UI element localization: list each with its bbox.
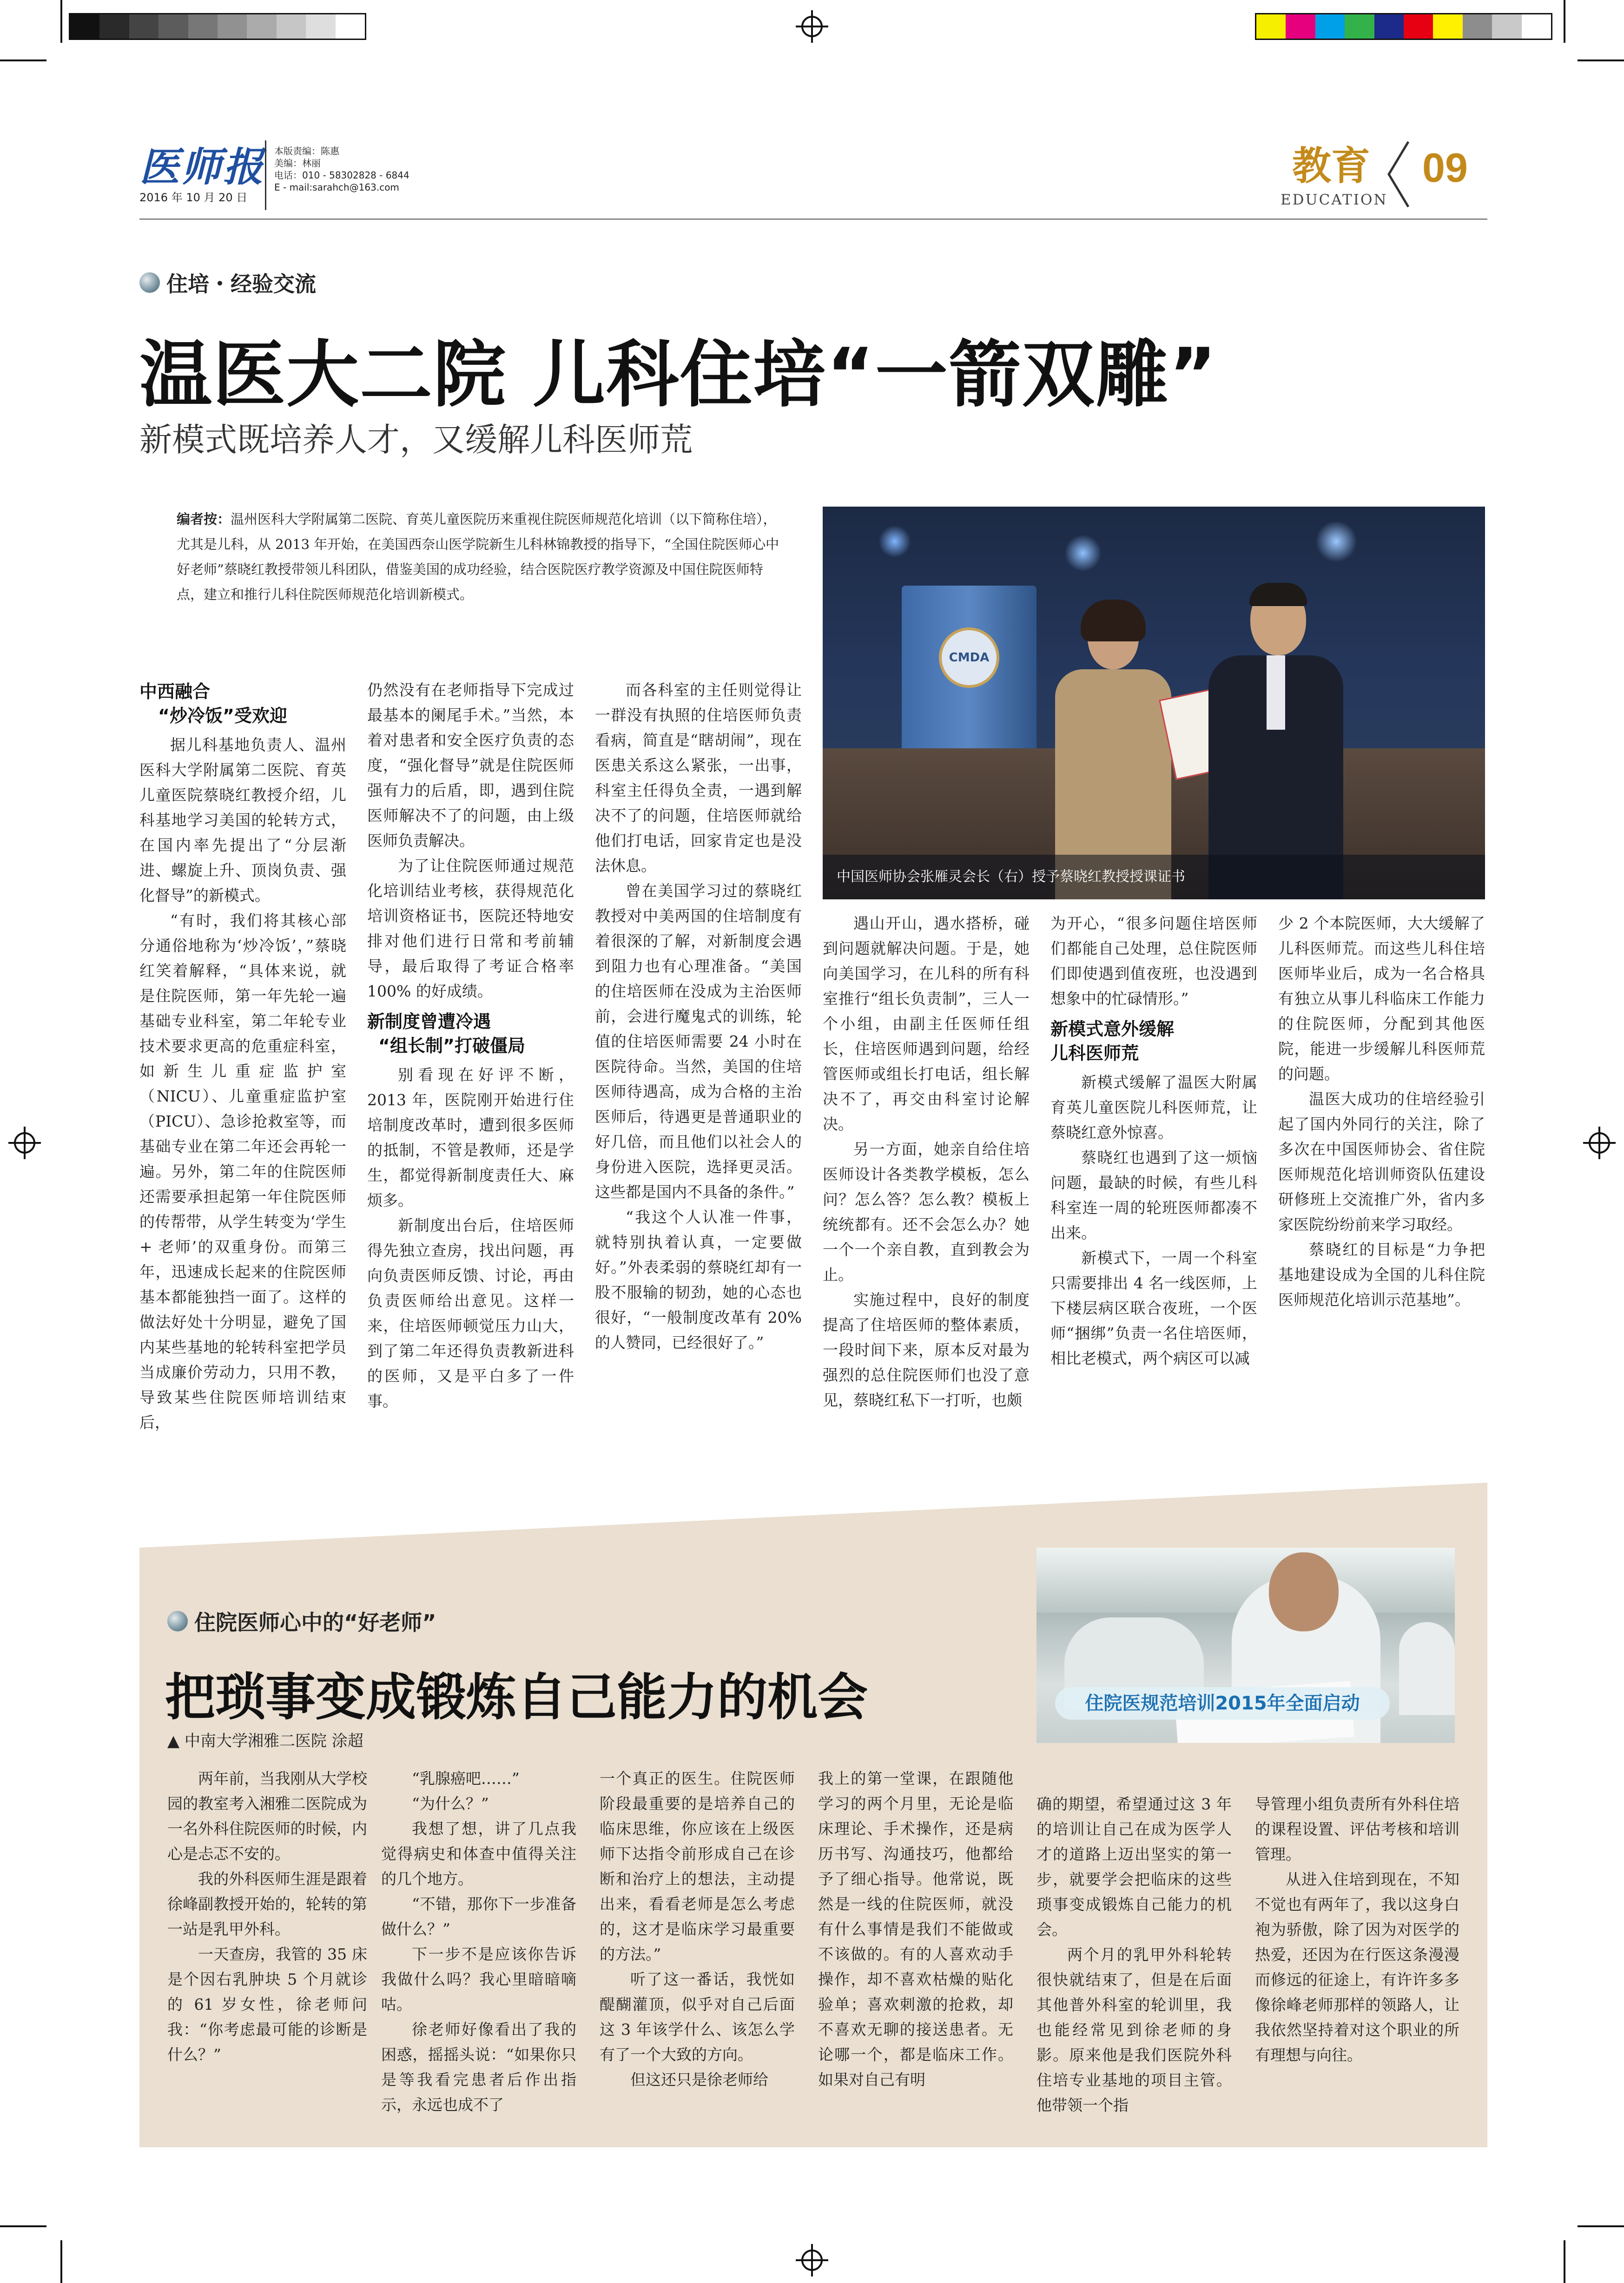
- paragraph: 我想了想，讲了几点我觉得病史和体查中值得关注的几个地方。: [381, 1820, 576, 1888]
- bullet-icon: [139, 272, 160, 293]
- paragraph: 据儿科基地负责人、温州医科大学附属第二医院、育英儿童医院蔡晓红教授介绍，儿科基地学习美国的轮转方式，在国内率先提出了“分层渐进、螺旋上升、顶岗负责、强化督导”的新模式。: [139, 736, 346, 904]
- paragraph: 温医大成功的住培经验引起了国内外同行的关注，除了多次在中国医师协会、省住院医师规范化培训师资队伍建设研修班上交流推广外，省内多家医院纷纷前来学习取经。: [1278, 1090, 1485, 1234]
- paragraph: 从进入住培到现在，不知不觉也有两年了，我以这身白袍为骄傲，除了因为对医学的热爱，还因为在行医这条漫漫而修远的征途上，有许许多多像徐峰老师那样的领路人，让我依然坚持着对这个职业的所有理想与向往。: [1255, 1870, 1459, 2064]
- newspaper-logo: 医师报: [139, 144, 265, 191]
- article1-headline: 温医大二院 儿科住培“一箭双雕”: [139, 332, 1218, 417]
- paragraph: 为了让住院医师通过规范化培训结业考核，获得规范化培训资格证书，医院还特地安排对他们进行日常和考前辅导，最后取得了考证合格率 100% 的好成绩。: [367, 857, 574, 1000]
- article1-kicker: [139, 267, 316, 298]
- paragraph: 另一方面，她亲自给住培医师设计各类教学模板，怎么问？怎么答？怎么教？模板上统统都有。还不会怎么办？她一个一个亲自教，直到教会为止。: [823, 1140, 1030, 1284]
- paragraph: 曾在美国学习过的蔡晓红教授对中美两国的住培制度有着很深的了解，对新制度会遇到阻力也有心理准备。“美国的住培医师在没成为主治医师前，会进行魔鬼式的训练，轮值的住培医师需要 24 小时在医院待命。当然，美国的住培医师待遇高，成为合格的主治医师后，待遇更是普通职业的好几倍，而且他们以社会人的身份进入医院，选择更灵活。这些都是国内不具备的条件。”: [595, 882, 802, 1201]
- subheading-line: “组长制”打破僵局: [378, 1036, 525, 1056]
- student-front-head: [1269, 1552, 1339, 1631]
- paragraph: “有时，我们将其核心部分通俗地称为‘炒冷饭’，”蔡晓红笑着解释，“具体来说，就是住院医师，第一年先轮一遍基础专业科室，第二年轮专业技术要求更高的危重症科室，如新生儿重症监护室（NICU）、儿童重症监护室（PICU）、急诊抢救室等，而基础专业在第二年还会再轮一遍。另外，第二年的住院医师还需要承担起第一年住院医师的传帮带，从学生转变为‘学生 + 老师’的双重身份。而第三年，迅速成长起来的住院医师基本都能独挡一面了。这样的做法好处十分明显，避免了国内某些基地的轮转科室把学员当成廉价劳动力，只用不教，导致某些住院医师培训结束后，: [139, 911, 346, 1432]
- gray-swatch: [247, 14, 276, 39]
- hair: [1081, 600, 1146, 641]
- color-swatch: [1286, 14, 1315, 39]
- paragraph: 少 2 个本院医师，大大缓解了儿科医师荒。而这些儿科住培医师毕业后，成为一名合格具有独立从事儿科临床工作能力的住院医师，分配到其他医院，能进一步缓解儿科医师荒的问题。: [1278, 914, 1485, 1083]
- paragraph: 两个月的乳甲外科轮转很快就结束了，但是在后面其他普外科室的轮训里，我也能经常见到徐老师的身影。原来他是我们医院外科住培专业基地的项目主管。他带领一个指: [1036, 1946, 1232, 2114]
- color-swatch: [1404, 14, 1433, 39]
- paragraph: “不错，那你下一步准备做什么？”: [381, 1895, 576, 1938]
- paragraph: “我这个人认准一件事，就特别执着认真，一定要做好。”外表柔弱的蔡晓红却有一股不服输的韧劲，她的心态也很好，“一般制度改革有 20% 的人赞同，已经很好了。”: [595, 1208, 802, 1352]
- paragraph: 蔡晓红的目标是“力争把基地建设成为全国的儿科住院医师规范化培训示范基地”。: [1278, 1240, 1485, 1309]
- stage-light: [1064, 534, 1102, 572]
- paragraph: 新制度出台后，住培医师得先独立查房，找出问题，再向负责医师反馈、讨论，再由负责医师给出意见。这样一来，住培医师顿觉压力山大，到了第二年还得负责教新进科的医师，又是平白多了一件事。: [367, 1216, 574, 1410]
- shirt: [1267, 655, 1285, 730]
- crop-mark: [1564, 0, 1565, 43]
- subheading-line: 新制度曾遭冷遇: [367, 1011, 491, 1032]
- editor-note: [177, 507, 781, 607]
- paragraph: 遇山开山，遇水搭桥，碰到问题就解决问题。于是，她向美国学习，在儿科的所有科室推行“组长负责制”，三人一个小组，由副主任医师任组长，住培医师遇到问题，给经管医师或组长打电话，组长解决不了，再交由科室讨论解决。: [823, 914, 1030, 1133]
- subheading-line: 中西融合: [139, 681, 211, 702]
- article1-kicker-text: 住培・经验交流: [166, 271, 316, 297]
- article1-column-2: [367, 678, 574, 1414]
- article2-byline: ▲ 中南大学湘雅二医院 涂超: [167, 1732, 363, 1750]
- podium-emblem: CMDA: [939, 627, 999, 688]
- section-chevron-icon: [1385, 139, 1413, 209]
- color-swatch: [1522, 14, 1551, 39]
- gray-swatch: [188, 14, 218, 39]
- paragraph: 但这还只是徐老师给: [630, 2071, 768, 2089]
- paragraph: 新模式下，一周一个科室只需要排出 4 名一线医师，上下楼层病区联合夜班，一个医师“捆绑”负责一名住培医师，相比老模式，两个病区可以减: [1050, 1249, 1257, 1367]
- article1-column-1: [139, 674, 346, 1435]
- color-bar: [1255, 13, 1552, 40]
- staff-credits: [274, 145, 409, 193]
- paragraph: 而各科室的主任则觉得让一群没有执照的住培医师负责看病，简直是“瞎胡闹”，现在医患关系这么紧张，一出事，科室主任得负全责，一遇到解决不了的问题，住培医师就给他们打电话，回家肯定也是没法休息。: [595, 681, 802, 875]
- article2-kicker: [167, 1606, 436, 1636]
- stage-light: [1315, 521, 1357, 562]
- section-title: 教育: [1292, 143, 1371, 189]
- color-swatch: [1433, 14, 1462, 39]
- article2-headline: 把琐事变成锻炼自己能力的机会: [165, 1669, 868, 1727]
- crop-mark: [1578, 2225, 1624, 2227]
- article2-column-2: [381, 1766, 576, 2118]
- subheading-line: 儿科医师荒: [1050, 1043, 1139, 1063]
- color-swatch: [1345, 14, 1374, 39]
- paragraph: 我上的第一堂课，在跟随他学习的两个月里，无论是临床理论、手术操作，还是病历书写、沟通技巧，他都给予了细心指导。他常说，既然是一线的住院医师，就没有什么事情是我们不能做或不该做的。有的人喜欢动手操作，却不喜欢枯燥的贴化验单；喜欢刺激的抢救，却不喜欢无聊的接送患者。无论哪一个，都是临床工作。如果对自己有明: [818, 1769, 1013, 2089]
- paragraph: 为开心，“很多问题住培医师们都能自己处理，总住院医师们即使遇到值夜班，也没遇到想象中的忙碌情形。”: [1050, 914, 1257, 1008]
- paragraph: 徐老师好像看出了我的困惑，摇摇头说：“如果你只是等我看完患者后作出指示，永远也成不了: [381, 2020, 576, 2114]
- gray-swatch: [70, 14, 99, 39]
- header-divider: [265, 140, 266, 210]
- paragraph: 下一步不是应该你告诉我做什么吗？我心里暗暗嘀咕。: [381, 1945, 576, 2013]
- residents-training-photo: [1036, 1548, 1455, 1743]
- gray-swatch: [129, 14, 158, 39]
- article1-subhead: 新模式既培养人才，又缓解儿科医师荒: [139, 421, 693, 459]
- crop-mark: [1578, 59, 1624, 61]
- crop-mark: [1564, 2240, 1565, 2283]
- gray-swatch: [336, 14, 365, 39]
- paragraph: 实施过程中，良好的制度提高了住培医师的整体素质，一段时间下来，原本反对最为强烈的总住院医师们也没了意见，蔡晓红私下一打听，也颇: [823, 1291, 1030, 1409]
- staff-editor: 本版责编：陈惠: [274, 145, 339, 157]
- subheading-relief: [1050, 1017, 1257, 1065]
- article1-column-4: [823, 911, 1030, 1413]
- subheading-new-system: [367, 1010, 574, 1058]
- page-number: 09: [1422, 145, 1468, 191]
- article1-column-3: [595, 678, 802, 1355]
- paragraph: 确的期望，希望通过这 3 年的培训让自己在成为医学人才的道路上迈出坚实的第一步，就要学会把临床的这些琐事变成锻炼自己能力的机会。: [1036, 1795, 1232, 1939]
- grayscale-bar: [69, 13, 366, 40]
- issue-date: 2016 年 10 月 20 日: [139, 191, 248, 204]
- crop-mark: [0, 2225, 46, 2227]
- color-swatch: [1463, 14, 1492, 39]
- paragraph: 新模式缓解了温医大附属育英儿童医院儿科医师荒，让蔡晓红意外惊喜。: [1050, 1073, 1257, 1142]
- paragraph: “乳腺癌吧……”: [412, 1769, 520, 1788]
- paragraph: 别看现在好评不断，2013 年，医院刚开始进行住培制度改革时，遭到很多医师的抵制，不管是教师，还是学生，都觉得新制度责任大、麻烦多。: [367, 1066, 574, 1209]
- color-swatch: [1256, 14, 1286, 39]
- registration-mark-left: [14, 1132, 35, 1154]
- paragraph: 导管理小组负责所有外科住培的课程设置、评估考核和培训管理。: [1255, 1795, 1459, 1863]
- gray-swatch: [218, 14, 247, 39]
- color-swatch: [1374, 14, 1404, 39]
- article2-kicker-text: 住院医师心中的“好老师”: [194, 1610, 436, 1635]
- stage-light: [878, 525, 911, 558]
- paragraph: 两年前，当我刚从大学校园的教室考入湘雅二医院成为一名外科住院医师的时候，内心是忐忑不安的。: [167, 1769, 367, 1863]
- paragraph: 我的外科医师生涯是跟着徐峰副教授开始的，轮转的第一站是乳甲外科。: [167, 1870, 367, 1938]
- registration-mark-top: [801, 16, 823, 37]
- crop-mark: [0, 59, 46, 61]
- section-title-en: EDUCATION: [1281, 191, 1388, 208]
- article1-column-6: [1278, 911, 1485, 1313]
- subheading-fusion: [139, 680, 346, 728]
- registration-mark-bottom: [801, 2250, 823, 2271]
- subheading-line: 新模式意外缓解: [1050, 1019, 1175, 1039]
- bullet-icon: [167, 1611, 188, 1631]
- paragraph: 一个真正的医生。住院医师阶段最重要的是培养自己的临床思维，你应该在上级医师下达指令前形成自己在诊断和治疗上的想法，主动提出来，看看老师是怎么考虑的，这才是临床学习最重要的方法。”: [600, 1769, 795, 1963]
- article2-column-3: [600, 1766, 795, 2092]
- award-photo-caption: 中国医师协会张雁灵会长（右）授予蔡晓红教授授课证书: [823, 855, 1485, 899]
- crop-mark: [60, 0, 62, 43]
- hair: [1249, 583, 1307, 606]
- person-man: [1208, 586, 1343, 899]
- staff-phone: 电话：010 - 58302828 - 6844: [274, 170, 409, 181]
- article1-column-5: [1050, 911, 1257, 1371]
- gray-swatch: [99, 14, 129, 39]
- gray-swatch: [306, 14, 335, 39]
- article2-column-4: [818, 1766, 1013, 2092]
- gray-swatch: [277, 14, 306, 39]
- paragraph: 一天查房，我管的 35 床是个因右乳肿块 5 个月就诊的 61 岁女性，徐老师问我：“你考虑最可能的诊断是什么？”: [167, 1945, 367, 2064]
- registration-mark-right: [1589, 1132, 1610, 1154]
- training-launch-badge: 住院医规范培训2015年全面启动: [1055, 1687, 1390, 1720]
- paragraph: “为什么？”: [412, 1795, 489, 1813]
- color-swatch: [1315, 14, 1345, 39]
- editor-note-label: 编者按：: [177, 511, 231, 527]
- paragraph: 仍然没有在老师指导下完成过最基本的阑尾手术。”当然，本着对患者和安全医疗负责的态度，“强化督导”就是住院医师强有力的后盾，即，遇到住院医师解决不了的问题，由上级医师负责解决。: [367, 681, 574, 850]
- paragraph: 蔡晓红也遇到了这一烦恼问题，最缺的时候，有些儿科科室连一周的轮班医师都凑不出来。: [1050, 1148, 1257, 1242]
- header-rule: [139, 218, 1487, 220]
- award-photo: [823, 507, 1485, 899]
- article2-column-6: [1255, 1792, 1459, 2068]
- gray-swatch: [158, 14, 188, 39]
- staff-designer: 美编：林丽: [274, 158, 321, 169]
- editor-note-text: 温州医科大学附属第二医院、育英儿童医院历来重视住院医师规范化培训（以下简称住培），尤其是儿科，从 2013 年开始，在美国西奈山医学院新生儿科林锦教授的指导下，“全国住院医师心中好老师”蔡晓红教授带领儿科团队，借鉴美国的成功经验，结合医院医疗教学资源及中国住院医师特点，建立和推行儿科住院医师规范化培训新模式。: [177, 511, 779, 602]
- crop-mark: [60, 2240, 62, 2283]
- article2-column-5: [1036, 1792, 1232, 2118]
- student-row: [1399, 1622, 1455, 1715]
- staff-email: E - mail:sarahch@163.com: [274, 182, 399, 193]
- paragraph: 听了这一番话，我恍如醍醐灌顶，似乎对自己后面这 3 年该学什么、该怎么学有了一个大致的方向。: [600, 1970, 795, 2064]
- article2-column-1: [167, 1766, 367, 2067]
- color-swatch: [1492, 14, 1521, 39]
- subheading-line: “炒冷饭”受欢迎: [158, 706, 287, 726]
